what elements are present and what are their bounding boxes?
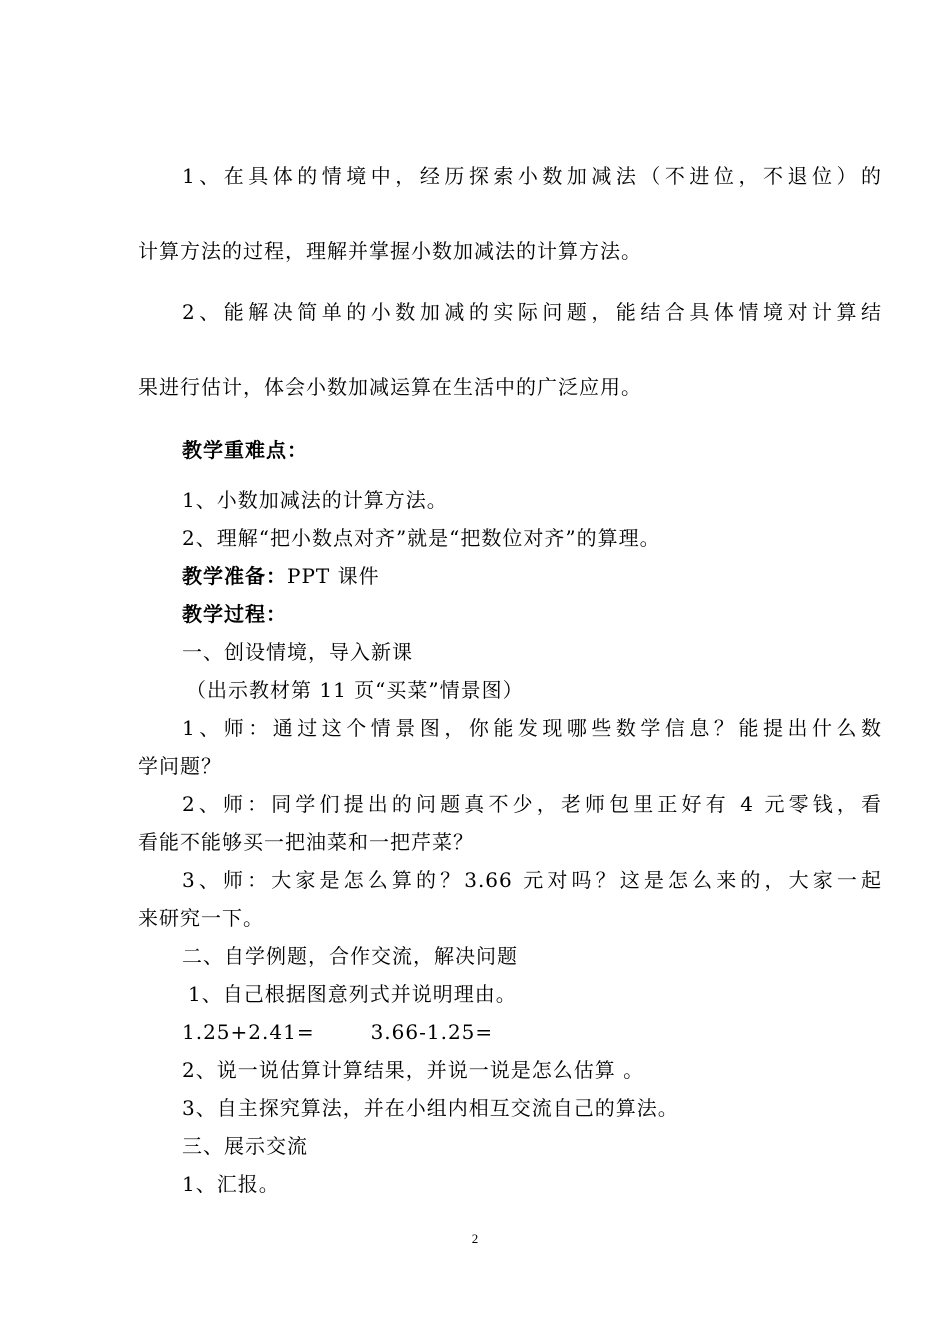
- key-point-2: 2、理解“把小数点对齐”就是“把数位对齐”的算理。: [182, 526, 661, 550]
- section-1-q2-line-2: 看能不能够买一把油菜和一把芹菜？: [138, 830, 474, 854]
- section-2-equations: [182, 1018, 882, 1046]
- process-heading: 教学过程：: [182, 602, 287, 626]
- preparation-value: PPT 课件: [287, 564, 380, 588]
- section-2-item-1: 1、自己根据图意列式并说明理由。: [188, 982, 517, 1006]
- objective-2-line-2: 果进行估计，体会小数加减运算在生活中的广泛应用。: [138, 375, 642, 399]
- equation-1: 1.25+2.41=: [182, 1020, 315, 1044]
- key-point-1: 1、小数加减法的计算方法。: [182, 488, 448, 512]
- key-points-heading: 教学重难点：: [182, 438, 308, 462]
- section-2-item-2: 2、说一说估算计算结果，并说一说是怎么估算 。: [182, 1058, 645, 1082]
- section-1-q1-line-1: 1、师：通过这个情景图，你能发现哪些数学信息？能提出什么数: [182, 716, 882, 740]
- section-1-q3-line-2: 来研究一下。: [138, 906, 264, 930]
- section-1-title: 一、创设情境，导入新课: [182, 640, 413, 664]
- page-number: 2: [471, 1231, 479, 1246]
- objective-1-line-2: 计算方法的过程，理解并掌握小数加减法的计算方法。: [138, 239, 642, 263]
- section-3-title: 三、展示交流: [182, 1134, 308, 1158]
- objective-1-line-1: 1、在具体的情境中，经历探索小数加减法（不进位，不退位）的: [182, 164, 882, 188]
- section-1-q2-line-1: 2、师：同学们提出的问题真不少，老师包里正好有 4 元零钱，看: [182, 792, 882, 816]
- preparation-line: [182, 562, 882, 590]
- section-2-item-3: 3、自主探究算法，并在小组内相互交流自己的算法。: [182, 1096, 679, 1120]
- equation-2: 3.66-1.25=: [370, 1020, 494, 1044]
- section-2-title: 二、自学例题，合作交流，解决问题: [182, 944, 518, 968]
- preparation-label: 教学准备：: [182, 564, 287, 588]
- objective-2-line-1: 2、能解决简单的小数加减的实际问题，能结合具体情境对计算结: [182, 300, 882, 324]
- section-1-q3-line-1: 3、师：大家是怎么算的？3.66 元对吗？这是怎么来的，大家一起: [182, 868, 882, 892]
- section-3-item-1: 1、汇报。: [182, 1172, 280, 1196]
- section-1-note: （出示教材第 11 页“买菜”情景图）: [186, 678, 524, 702]
- section-1-q1-line-2: 学问题？: [138, 754, 222, 778]
